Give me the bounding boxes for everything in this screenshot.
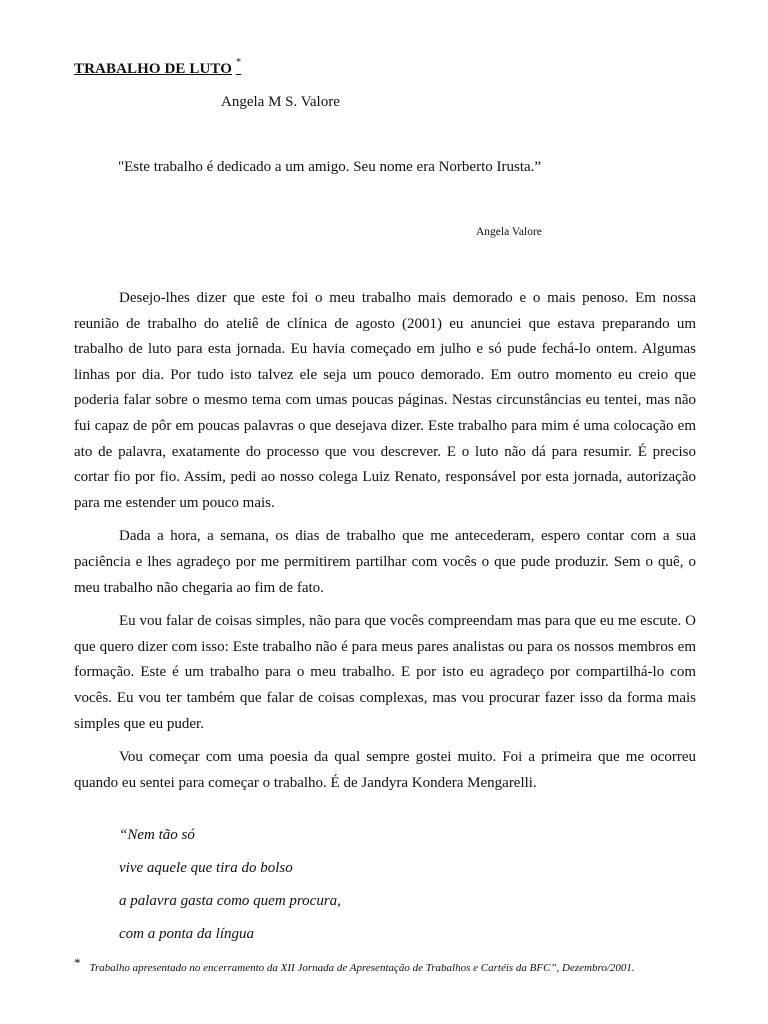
document-title <box>74 59 241 78</box>
poem-quote <box>119 824 341 956</box>
footnote-text: Trabalho apresentado no encerramento da XII Jornada de Apresentação de Trabalhos e Cartéis da BFC”, Dezembro/2001. <box>89 962 635 974</box>
footnote-reference: * <box>236 57 242 68</box>
dedication-signature: Angela Valore <box>476 226 542 238</box>
poem-line: a palavra gasta como quem procura, <box>119 893 341 909</box>
poem-line: “Nem tão só <box>119 827 195 843</box>
dedication-text: "Este trabalho é dedicado a um amigo. Seu nome era Norberto Irusta.” <box>118 159 542 175</box>
footnote-mark: * <box>74 955 81 970</box>
paragraph: Vou começar com uma poesia da qual sempre gostei muito. Foi a primeira que me ocorreu quando eu sentei para começar o trabalho. É de Jandyra Kondera Mengarelli. <box>74 749 696 791</box>
footnote <box>74 957 694 978</box>
paragraph: Dada a hora, a semana, os dias de trabalho que me antecederam, espero contar com a sua paciência e lhes agradeço por me permitirem partilhar com vocês o que pude produzir. Sem o quê, o meu trabalho não chegaria ao fim de fato. <box>74 528 696 596</box>
author-name: Angela M S. Valore <box>221 94 340 110</box>
poem-line: com a ponta da língua <box>119 926 254 942</box>
paragraph: Eu vou falar de coisas simples, não para que vocês compreendam mas para que eu me escute. O que quero dizer com isso: Este trabalho não é para meus pares analistas ou para os nossos membros em formação. Este é um trabalho para o meu trabalho. E por isto eu agradeço por compartilhá-lo com vocês. Eu vou ter também que falar de coisas complexas, mas vou procurar fazer isso da forma mais simples que eu puder. <box>74 613 696 732</box>
poem-line: vive aquele que tira do bolso <box>119 860 293 876</box>
paragraph: Desejo-lhes dizer que este foi o meu trabalho mais demorado e o mais penoso. Em nossa reunião de trabalho do ateliê de clínica de agosto (2001) eu anunciei que estava preparando um trabalho de luto para esta jornada. Eu havia começado em julho e só pude fechá-lo ontem. Algumas linhas por dia. Por tudo isto talvez ele seja um pouco demorado. Em outro momento eu creio que poderia falar sobre o mesmo tema com umas poucas páginas. Nestas circunstâncias eu tentei, mas não fui capaz de pôr em poucas palavras o que desejava dizer. Este trabalho para mim é uma colocação em ato de palavra, exatamente do processo que vou descrever. E o luto não dá para resumir. É preciso cortar fio por fio. Assim, pedi ao nosso colega Luiz Renato, responsável por esta jornada, autorização para me estender um pouco mais. <box>74 290 696 511</box>
title-text: TRABALHO DE LUTO <box>74 61 233 77</box>
body-text <box>74 286 696 804</box>
